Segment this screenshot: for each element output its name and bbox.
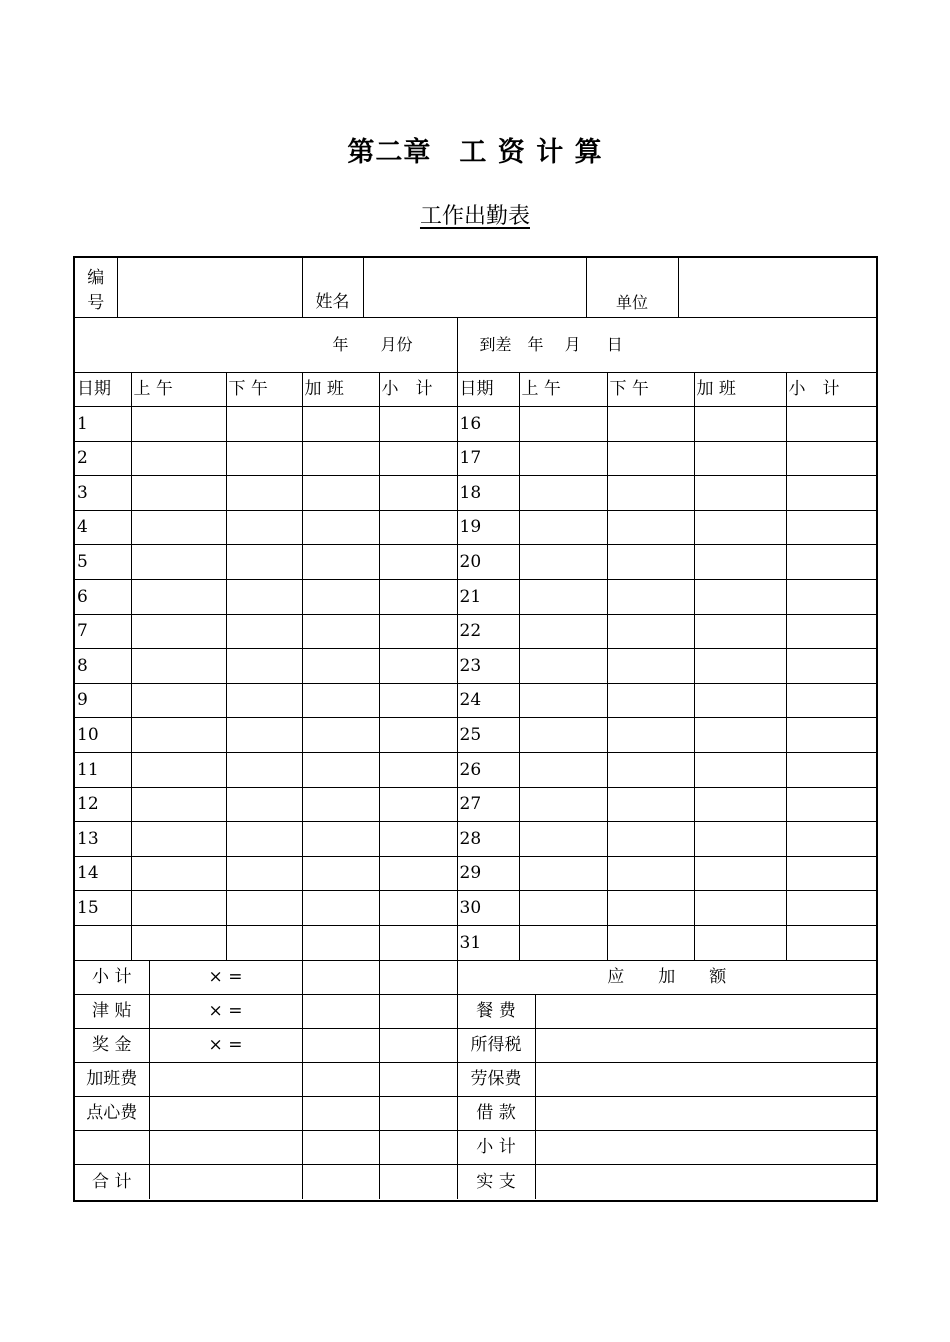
unit-label: 单位	[586, 258, 678, 317]
day-number-left: 2	[75, 441, 131, 476]
col-afternoon-right: 下 午	[607, 373, 694, 407]
subtotal-cell[interactable]	[379, 476, 457, 511]
morning-cell[interactable]	[519, 510, 607, 545]
morning-cell[interactable]	[131, 856, 226, 891]
snack-fee-label: 点心费	[75, 1097, 149, 1131]
col-date-right: 日期	[457, 373, 519, 407]
day-number-right: 21	[457, 579, 519, 614]
loan-label: 借 款	[457, 1097, 535, 1131]
subtotal-cell[interactable]	[786, 683, 876, 718]
day-number-right: 29	[457, 856, 519, 891]
summary-table	[75, 961, 876, 1199]
overtime-cell[interactable]	[694, 649, 786, 684]
morning-cell[interactable]	[131, 683, 226, 718]
day-number-left: 7	[75, 614, 131, 649]
afternoon-cell[interactable]	[226, 718, 302, 753]
morning-cell[interactable]	[519, 407, 607, 442]
income-tax-value-cell[interactable]	[535, 1029, 876, 1063]
subtotal-cell[interactable]	[379, 614, 457, 649]
overtime-cell[interactable]	[694, 891, 786, 926]
overtime-cell[interactable]	[694, 614, 786, 649]
day-number-left: 3	[75, 476, 131, 511]
day-number-right: 23	[457, 649, 519, 684]
table-row	[75, 579, 876, 614]
subtotal-cell[interactable]	[786, 891, 876, 926]
day-number-right: 24	[457, 683, 519, 718]
afternoon-cell[interactable]	[226, 787, 302, 822]
overtime-cell[interactable]	[694, 476, 786, 511]
afternoon-cell[interactable]	[607, 545, 694, 580]
total-cell-a[interactable]	[302, 1165, 379, 1199]
overtime-cell[interactable]	[694, 925, 786, 960]
day-number-right: 16	[457, 407, 519, 442]
morning-cell[interactable]	[519, 822, 607, 857]
morning-cell[interactable]	[131, 649, 226, 684]
table-row	[75, 787, 876, 822]
table-row	[75, 752, 876, 787]
subtotal-cell[interactable]	[786, 925, 876, 960]
overtime-cell[interactable]	[302, 614, 379, 649]
overtime-cell[interactable]	[302, 822, 379, 857]
total-cell-b[interactable]	[379, 1165, 457, 1199]
overtime-cell[interactable]	[694, 822, 786, 857]
overtime-cell[interactable]	[694, 856, 786, 891]
subtotal-cell[interactable]	[786, 579, 876, 614]
overtime-cell[interactable]	[302, 476, 379, 511]
income-tax-label: 所得税	[457, 1029, 535, 1063]
afternoon-cell[interactable]	[226, 545, 302, 580]
day-number-left: 15	[75, 891, 131, 926]
morning-cell[interactable]	[131, 476, 226, 511]
subtotal-cell[interactable]	[786, 752, 876, 787]
morning-cell[interactable]	[519, 579, 607, 614]
subtotal-cell[interactable]	[379, 891, 457, 926]
morning-cell[interactable]	[131, 822, 226, 857]
afternoon-cell[interactable]	[607, 441, 694, 476]
overtime-cell[interactable]	[302, 545, 379, 580]
bonus-cell-b[interactable]	[379, 1029, 457, 1063]
col-subtotal-left: 小 计	[379, 373, 457, 407]
table-row	[75, 510, 876, 545]
subtotal-cell[interactable]	[786, 787, 876, 822]
day-number-right: 28	[457, 822, 519, 857]
afternoon-cell[interactable]	[607, 787, 694, 822]
overtime-pay-cell-a[interactable]	[302, 1063, 379, 1097]
subtotal-cell[interactable]	[786, 822, 876, 857]
table-row	[75, 822, 876, 857]
morning-cell[interactable]	[131, 718, 226, 753]
overtime-pay-label: 加班费	[75, 1063, 149, 1097]
table-title: 工作出勤表	[419, 204, 530, 229]
afternoon-cell[interactable]	[226, 510, 302, 545]
overtime-cell[interactable]	[302, 856, 379, 891]
table-row	[75, 891, 876, 926]
bonus-label: 奖 金	[75, 1029, 149, 1063]
afternoon-cell[interactable]	[226, 441, 302, 476]
morning-cell[interactable]	[131, 441, 226, 476]
table-row	[75, 407, 876, 442]
morning-cell[interactable]	[519, 787, 607, 822]
chapter-title: 第二章 工 资 计 算	[347, 137, 603, 168]
subtotal-cell[interactable]	[379, 925, 457, 960]
name-value-cell[interactable]	[363, 258, 586, 317]
afternoon-cell[interactable]	[226, 925, 302, 960]
deductions-header: 应 加 额	[457, 961, 876, 995]
day-number-right: 25	[457, 718, 519, 753]
allowance-formula: × =	[149, 995, 302, 1029]
morning-cell[interactable]	[519, 545, 607, 580]
overtime-cell[interactable]	[694, 752, 786, 787]
day-number-left: 5	[75, 545, 131, 580]
afternoon-cell[interactable]	[226, 683, 302, 718]
morning-cell[interactable]	[519, 476, 607, 511]
overtime-cell[interactable]	[302, 649, 379, 684]
subtotal-cell[interactable]	[379, 407, 457, 442]
subtotal-cell[interactable]	[379, 545, 457, 580]
table-row	[75, 441, 876, 476]
table-row	[75, 718, 876, 753]
subtotal-cell[interactable]	[786, 649, 876, 684]
subtotal-cell[interactable]	[379, 752, 457, 787]
afternoon-cell[interactable]	[607, 476, 694, 511]
morning-cell[interactable]	[131, 925, 226, 960]
day-number-right: 31	[457, 925, 519, 960]
overtime-cell[interactable]	[302, 407, 379, 442]
table-row	[75, 476, 876, 511]
overtime-cell[interactable]	[302, 579, 379, 614]
morning-cell[interactable]	[131, 891, 226, 926]
day-number-left-empty	[75, 925, 131, 960]
day-number-right: 22	[457, 614, 519, 649]
subtotal-cell[interactable]	[379, 649, 457, 684]
morning-cell[interactable]	[519, 614, 607, 649]
overtime-cell[interactable]	[302, 925, 379, 960]
subtotal-cell[interactable]	[786, 614, 876, 649]
col-subtotal-right: 小 计	[786, 373, 876, 407]
afternoon-cell[interactable]	[607, 579, 694, 614]
overtime-cell[interactable]	[694, 441, 786, 476]
table-row	[75, 683, 876, 718]
day-number-left: 13	[75, 822, 131, 857]
day-number-left: 11	[75, 752, 131, 787]
unit-value-cell[interactable]	[678, 258, 876, 317]
table-row	[75, 545, 876, 580]
afternoon-cell[interactable]	[607, 614, 694, 649]
afternoon-cell[interactable]	[226, 476, 302, 511]
subtotal-label: 小 计	[75, 961, 149, 995]
table-row	[75, 649, 876, 684]
overtime-cell[interactable]	[302, 752, 379, 787]
bonus-formula: × =	[149, 1029, 302, 1063]
day-number-right: 30	[457, 891, 519, 926]
subtotal-cell[interactable]	[379, 441, 457, 476]
day-number-right: 26	[457, 752, 519, 787]
afternoon-cell[interactable]	[607, 683, 694, 718]
col-morning-left: 上 午	[131, 373, 226, 407]
afternoon-cell[interactable]	[607, 752, 694, 787]
morning-cell[interactable]	[519, 649, 607, 684]
overtime-pay-cell[interactable]	[149, 1063, 302, 1097]
afternoon-cell[interactable]	[226, 579, 302, 614]
col-afternoon-left: 下 午	[226, 373, 302, 407]
overtime-cell[interactable]	[694, 545, 786, 580]
overtime-cell[interactable]	[302, 683, 379, 718]
subtotal-overtime-cell[interactable]	[302, 961, 379, 995]
allowance-cell-b[interactable]	[379, 995, 457, 1029]
total-label: 合 计	[75, 1165, 149, 1199]
col-overtime-left: 加 班	[302, 373, 379, 407]
subtotal-formula: × =	[149, 961, 302, 995]
afternoon-cell[interactable]	[607, 649, 694, 684]
name-label: 姓名	[302, 258, 363, 317]
day-number-right: 20	[457, 545, 519, 580]
subtotal-cell[interactable]	[786, 407, 876, 442]
afternoon-cell[interactable]	[226, 649, 302, 684]
actual-pay-value-cell[interactable]	[535, 1165, 876, 1199]
overtime-cell[interactable]	[694, 683, 786, 718]
day-number-left: 4	[75, 510, 131, 545]
day-number-left: 14	[75, 856, 131, 891]
overtime-cell[interactable]	[694, 787, 786, 822]
afternoon-cell[interactable]	[607, 822, 694, 857]
table-row	[75, 925, 876, 960]
allowance-label: 津 贴	[75, 995, 149, 1029]
overtime-cell[interactable]	[302, 441, 379, 476]
afternoon-cell[interactable]	[607, 510, 694, 545]
subtotal-cell[interactable]	[379, 683, 457, 718]
overtime-cell[interactable]	[694, 718, 786, 753]
subtotal-cell[interactable]	[786, 545, 876, 580]
subtotal-cell[interactable]	[786, 510, 876, 545]
morning-cell[interactable]	[519, 752, 607, 787]
blank-cell[interactable]	[149, 1131, 302, 1165]
day-number-left: 10	[75, 718, 131, 753]
afternoon-cell[interactable]	[607, 856, 694, 891]
afternoon-cell[interactable]	[226, 856, 302, 891]
afternoon-cell[interactable]	[607, 407, 694, 442]
day-rows	[75, 407, 876, 961]
labor-insurance-value-cell[interactable]	[535, 1063, 876, 1097]
subtotal-cell[interactable]	[786, 856, 876, 891]
subtotal-cell[interactable]	[379, 787, 457, 822]
meal-label: 餐 费	[457, 995, 535, 1029]
day-number-left: 8	[75, 649, 131, 684]
afternoon-cell[interactable]	[607, 891, 694, 926]
morning-cell[interactable]	[131, 579, 226, 614]
blank-label-cell	[75, 1131, 149, 1165]
month-label: 年 月份	[75, 318, 457, 373]
col-date-left: 日期	[75, 373, 131, 407]
id-label: 编 号	[75, 258, 117, 317]
table-title-wrap	[0, 199, 950, 230]
subtotal-cell[interactable]	[786, 476, 876, 511]
subtotal-cell[interactable]	[786, 718, 876, 753]
header-table	[75, 258, 876, 318]
afternoon-cell[interactable]	[226, 614, 302, 649]
id-value-cell[interactable]	[117, 258, 302, 317]
overtime-cell[interactable]	[694, 579, 786, 614]
afternoon-cell[interactable]	[607, 718, 694, 753]
morning-cell[interactable]	[131, 614, 226, 649]
overtime-cell[interactable]	[302, 787, 379, 822]
afternoon-cell[interactable]	[226, 407, 302, 442]
morning-cell[interactable]	[131, 407, 226, 442]
snack-fee-cell[interactable]	[149, 1097, 302, 1131]
morning-cell[interactable]	[519, 441, 607, 476]
col-overtime-right: 加 班	[694, 373, 786, 407]
day-number-right: 18	[457, 476, 519, 511]
bonus-cell-a[interactable]	[302, 1029, 379, 1063]
blank-cell-a[interactable]	[302, 1131, 379, 1165]
table-row	[75, 856, 876, 891]
morning-cell[interactable]	[519, 856, 607, 891]
subtotal-cell[interactable]	[379, 510, 457, 545]
allowance-cell-a[interactable]	[302, 995, 379, 1029]
afternoon-cell[interactable]	[607, 925, 694, 960]
arrival-date-label: 到差 年 月 日	[457, 318, 876, 373]
subtotal-cell[interactable]	[379, 718, 457, 753]
day-number-left: 1	[75, 407, 131, 442]
morning-cell[interactable]	[131, 752, 226, 787]
sub-value-cell[interactable]	[535, 1131, 876, 1165]
morning-cell[interactable]	[131, 787, 226, 822]
day-number-left: 9	[75, 683, 131, 718]
blank-cell-b[interactable]	[379, 1131, 457, 1165]
sub-label: 小 计	[457, 1131, 535, 1165]
subtotal-cell[interactable]	[379, 856, 457, 891]
overtime-cell[interactable]	[694, 510, 786, 545]
afternoon-cell[interactable]	[226, 891, 302, 926]
overtime-cell[interactable]	[302, 891, 379, 926]
col-morning-right: 上 午	[519, 373, 607, 407]
morning-cell[interactable]	[519, 718, 607, 753]
total-cell[interactable]	[149, 1165, 302, 1199]
loan-value-cell[interactable]	[535, 1097, 876, 1131]
morning-cell[interactable]	[131, 510, 226, 545]
morning-cell[interactable]	[131, 545, 226, 580]
snack-fee-cell-a[interactable]	[302, 1097, 379, 1131]
subtotal-cell[interactable]	[379, 579, 457, 614]
day-number-right: 27	[457, 787, 519, 822]
attendance-sheet	[73, 256, 878, 1202]
subtotal-sum-cell[interactable]	[379, 961, 457, 995]
meal-value-cell[interactable]	[535, 995, 876, 1029]
afternoon-cell[interactable]	[226, 822, 302, 857]
morning-cell[interactable]	[519, 891, 607, 926]
attendance-grid	[75, 318, 876, 961]
overtime-pay-cell-b[interactable]	[379, 1063, 457, 1097]
day-number-right: 19	[457, 510, 519, 545]
afternoon-cell[interactable]	[226, 752, 302, 787]
subtotal-cell[interactable]	[379, 822, 457, 857]
day-number-left: 12	[75, 787, 131, 822]
morning-cell[interactable]	[519, 925, 607, 960]
overtime-cell[interactable]	[302, 718, 379, 753]
snack-fee-cell-b[interactable]	[379, 1097, 457, 1131]
actual-pay-label: 实 支	[457, 1165, 535, 1199]
day-number-right: 17	[457, 441, 519, 476]
overtime-cell[interactable]	[694, 407, 786, 442]
day-number-left: 6	[75, 579, 131, 614]
morning-cell[interactable]	[519, 683, 607, 718]
overtime-cell[interactable]	[302, 510, 379, 545]
subtotal-cell[interactable]	[786, 441, 876, 476]
table-row	[75, 614, 876, 649]
labor-insurance-label: 劳保费	[457, 1063, 535, 1097]
